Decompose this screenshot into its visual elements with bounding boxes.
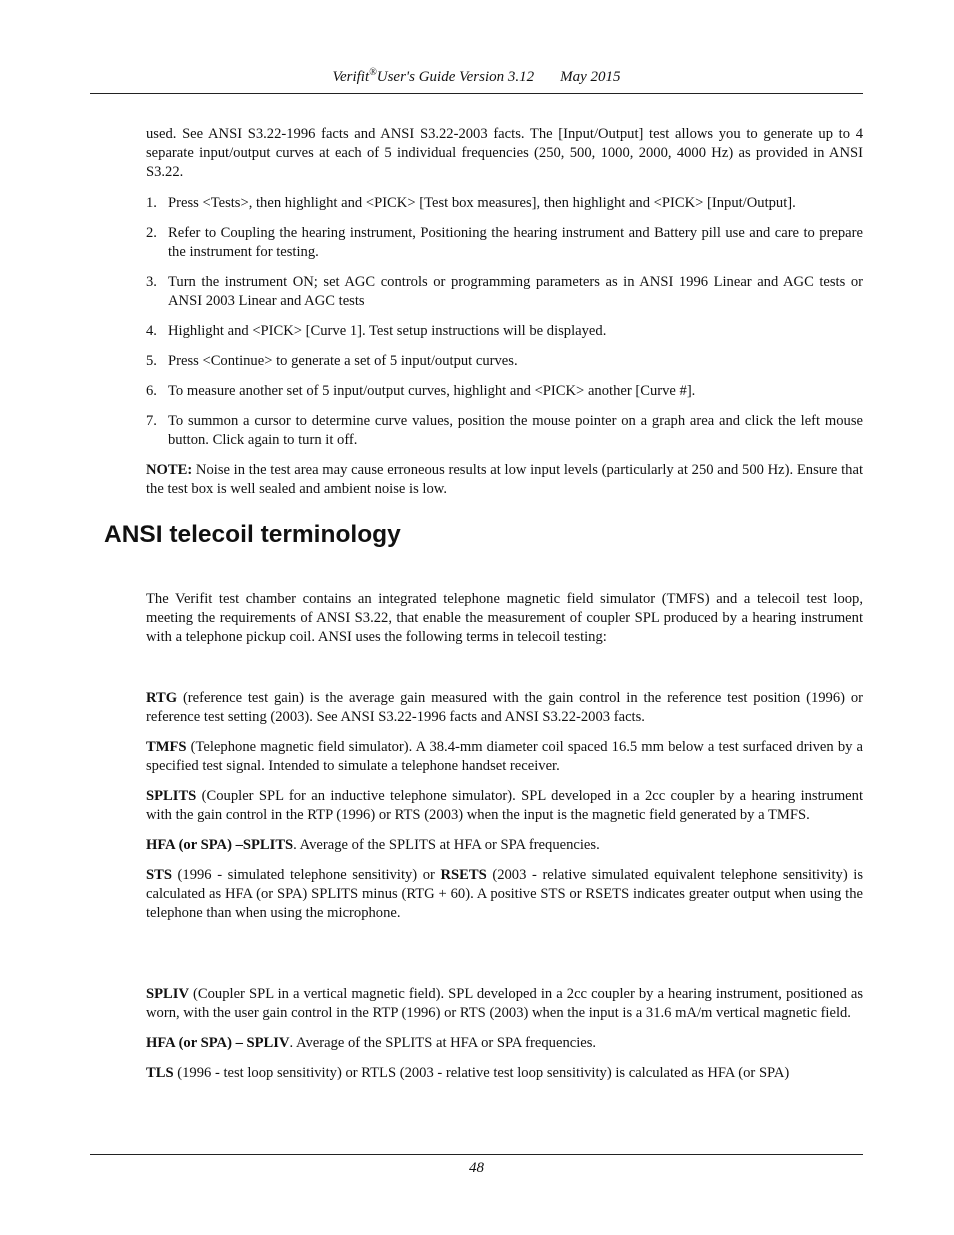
note-text: Noise in the test area may cause erroneous results at low input levels (particularly at 250 and 500 Hz). Ensure that the test box is well sealed and ambient noise is low. xyxy=(146,462,863,497)
definition-sts: STS (1996 - simulated telephone sensitivity) or RSETS (2003 - relative simulated equivalent telephone sensitivity) is calculated as HFA (or SPA) SPLITS minus (RTG + 60). A positive STS or RSETS indicates greater output when using the telephone than when using the microphone. xyxy=(146,867,864,921)
list-item: 6. To measure another set of 5 input/output curves, highlight and <PICK> another [Curve #]. xyxy=(146,383,696,399)
definition-tls: TLS (1996 - test loop sensitivity) or RTLS (2003 - relative test loop sensitivity) is calculated as HFA (or SPA) xyxy=(146,1065,790,1081)
definition-splits: SPLITS (Coupler SPL for an inductive telephone simulator). SPL developed in a 2cc coupler by a hearing instrument with the gain control in the RTP (1996) or RTS (2003) when the input is the magnetic field generated by a TMFS. xyxy=(146,788,863,823)
list-item: 5. Press <Continue> to generate a set of 5 input/output curves. xyxy=(146,353,518,369)
definition-hfa-spliv: HFA (or SPA) – SPLIV. Average of the SPLITS at HFA or SPA frequencies. xyxy=(146,1035,597,1051)
header-date: May 2015 xyxy=(560,69,621,85)
header-rule xyxy=(90,93,863,94)
intro-paragraph: used. See ANSI S3.22-1996 facts and ANSI S3.22-2003 facts. The [Input/Output] test allows you to generate up to 4 separate input/output curves at each of 5 individual frequencies (250, 500, 1000, 2000, 4000 Hz) as provided in ANSI S3.22. xyxy=(146,126,863,180)
section-intro: The Verifit test chamber contains an integrated telephone magnetic field simulator (TMFS) and a telecoil test loop, meeting the requirements of ANSI S3.22, that enable the measurement of coupler SPL produced by a hearing instrument with a telephone pickup coil. ANSI uses the following terms in telecoil testing: xyxy=(146,591,863,645)
definition-spliv: SPLIV (Coupler SPL in a vertical magnetic field). SPL developed in a 2cc coupler by a hearing instrument, positioned as worn, with the user gain control in the RTP (1996) or RTS (2003) when the input is a 31.6 mA/m vertical magnetic field. xyxy=(146,986,863,1021)
section-intro-block xyxy=(146,590,863,647)
list-item: 2. Refer to Coupling the hearing instrument, Positioning the hearing instrument and Battery pill use and care to prepare the instrument for testing. xyxy=(146,225,863,260)
list-item: 3. Turn the instrument ON; set AGC controls or programming parameters as in ANSI 1996 Linear and AGC tests or ANSI 2003 Linear and AGC tests xyxy=(146,274,863,309)
definitions-block-2 xyxy=(146,985,863,1094)
definition-tmfs: TMFS (Telephone magnetic field simulator). A 38.4-mm diameter coil spaced 16.5 mm below a test surfaced driven by a specified test signal. Intended to simulate a telephone handset receiver. xyxy=(146,739,863,774)
definitions-block xyxy=(146,689,863,934)
list-item: 1. Press <Tests>, then highlight and <PICK> [Test box measures], then highlight and <PICK> [Input/Output]. xyxy=(146,195,796,211)
steps-list xyxy=(146,194,863,450)
definition-hfa-splits: HFA (or SPA) –SPLITS. Average of the SPLITS at HFA or SPA frequencies. xyxy=(146,837,600,853)
list-item: 4. Highlight and <PICK> [Curve 1]. Test setup instructions will be displayed. xyxy=(146,323,607,339)
registered-mark: ® xyxy=(369,67,377,78)
section-title: ANSI telecoil terminology xyxy=(104,521,401,548)
intro-block xyxy=(146,125,863,499)
definition-rtg: RTG (reference test gain) is the average gain measured with the gain control in the reference test position (1996) or reference test setting (2003). See ANSI S3.22-1996 facts and ANSI S3.22-2003 facts. xyxy=(146,690,863,725)
list-item: 7. To summon a cursor to determine curve values, position the mouse pointer on a graph area and click the left mouse button. Click again to turn it off. xyxy=(146,413,863,448)
page-header xyxy=(90,66,863,88)
page-number: 48 xyxy=(469,1160,484,1176)
header-title: User's Guide Version 3.12 xyxy=(376,69,535,85)
note-paragraph xyxy=(146,461,863,499)
note-label: NOTE: xyxy=(146,462,193,478)
footer-rule xyxy=(90,1154,863,1155)
header-product: Verifit xyxy=(332,69,370,85)
